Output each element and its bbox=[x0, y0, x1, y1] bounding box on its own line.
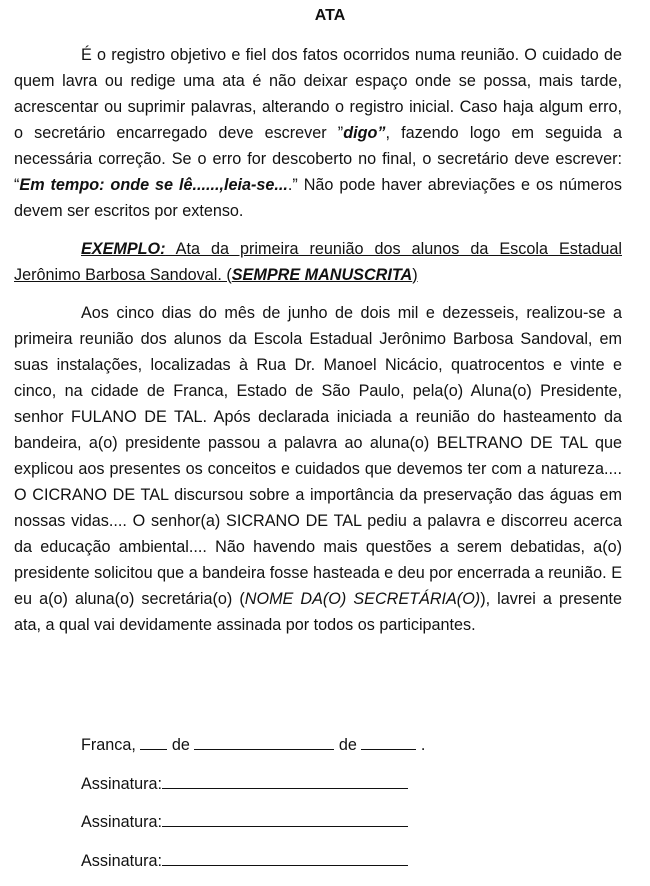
minutes-secretary-name: NOME DA(O) SECRETÁRIA(O) bbox=[245, 590, 480, 608]
signature-blank bbox=[162, 848, 408, 866]
signature-line-3 bbox=[81, 848, 425, 886]
minutes-text-2: ), lavrei a presente ata, a qual vai devidamente assinada por todos os participantes. bbox=[14, 590, 622, 634]
example-close: ) bbox=[412, 266, 417, 284]
document-page bbox=[14, 0, 622, 638]
signature-label: Assinatura: bbox=[81, 852, 162, 870]
de-label-1: de bbox=[172, 736, 190, 754]
intro-digo: digo” bbox=[343, 124, 385, 142]
signature-line-1 bbox=[81, 771, 425, 810]
intro-em-tempo: Em tempo: onde se lê......,leia-se... bbox=[19, 176, 288, 194]
signature-line-2 bbox=[81, 809, 425, 848]
date-line bbox=[81, 732, 425, 771]
day-blank bbox=[140, 732, 167, 750]
intro-paragraph bbox=[14, 42, 622, 224]
example-text: Ata da primeira reunião dos alunos da Escola Estadual Jerônimo Barbosa Sandoval. ( bbox=[14, 240, 622, 284]
document-title: ATA bbox=[14, 6, 622, 26]
de-label-2: de bbox=[339, 736, 357, 754]
intro-text-1: É o registro objetivo e fiel dos fatos ocorridos numa reunião. O cuidado de quem lavra ou redige uma ata é não deixar espaço onde se possa, mais tarde, acrescentar ou suprimir palavras, alterando o registro inicial. Caso haja algum erro, o secretário encarregado deve escrever ” bbox=[14, 46, 622, 142]
month-blank bbox=[194, 732, 334, 750]
year-blank bbox=[361, 732, 416, 750]
date-end: . bbox=[421, 736, 426, 754]
intro-text-2: , fazendo logo em seguida a necessária correção. Se o erro for descoberto no final, o secretário deve escrever: “ bbox=[14, 124, 622, 194]
signature-blank bbox=[162, 771, 408, 789]
signature-label: Assinatura: bbox=[81, 813, 162, 831]
minutes-paragraph bbox=[14, 300, 622, 638]
city-label: Franca, bbox=[81, 736, 136, 754]
signature-label: Assinatura: bbox=[81, 775, 162, 793]
minutes-text-1: Aos cinco dias do mês de junho de dois mil e dezesseis, realizou-se a primeira reunião dos alunos da Escola Estadual Jerônimo Barbosa Sandoval, em suas instalações, localizadas à Rua Dr. Manoel Nicácio, quatrocentos e vinte e cinco, na cidade de Franca, Estado de São Paulo, pela(o) Aluna(o) Presidente, senhor FULANO DE TAL. Após declarada iniciada a reunião do hasteamento da bandeira, a(o) presidente passou a palavra ao aluna(o) BELTRANO DE TAL que explicou aos presentes os conceitos e cuidados que devemos ter com a natureza.... O CICRANO DE TAL discursou sobre a importância da preservação das águas em nossas vidas.... O senhor(a) SICRANO DE TAL pediu a palavra e discorreu acerca da educação ambiental.... Não havendo mais questões a serem debatidas, a(o) presidente solicitou que a bandeira fosse hasteada e deu por encerrada a reunião. E eu a(o) aluna(o) secretária(o) ( bbox=[14, 304, 622, 608]
signature-blank bbox=[162, 809, 408, 827]
closing-block bbox=[81, 732, 425, 886]
intro-text-3: .” Não pode haver abreviações e os números devem ser escritos por extenso. bbox=[14, 176, 622, 220]
example-label: EXEMPLO: bbox=[81, 240, 166, 258]
example-heading bbox=[14, 236, 622, 288]
example-manuscrita: SEMPRE MANUSCRITA bbox=[232, 266, 412, 284]
